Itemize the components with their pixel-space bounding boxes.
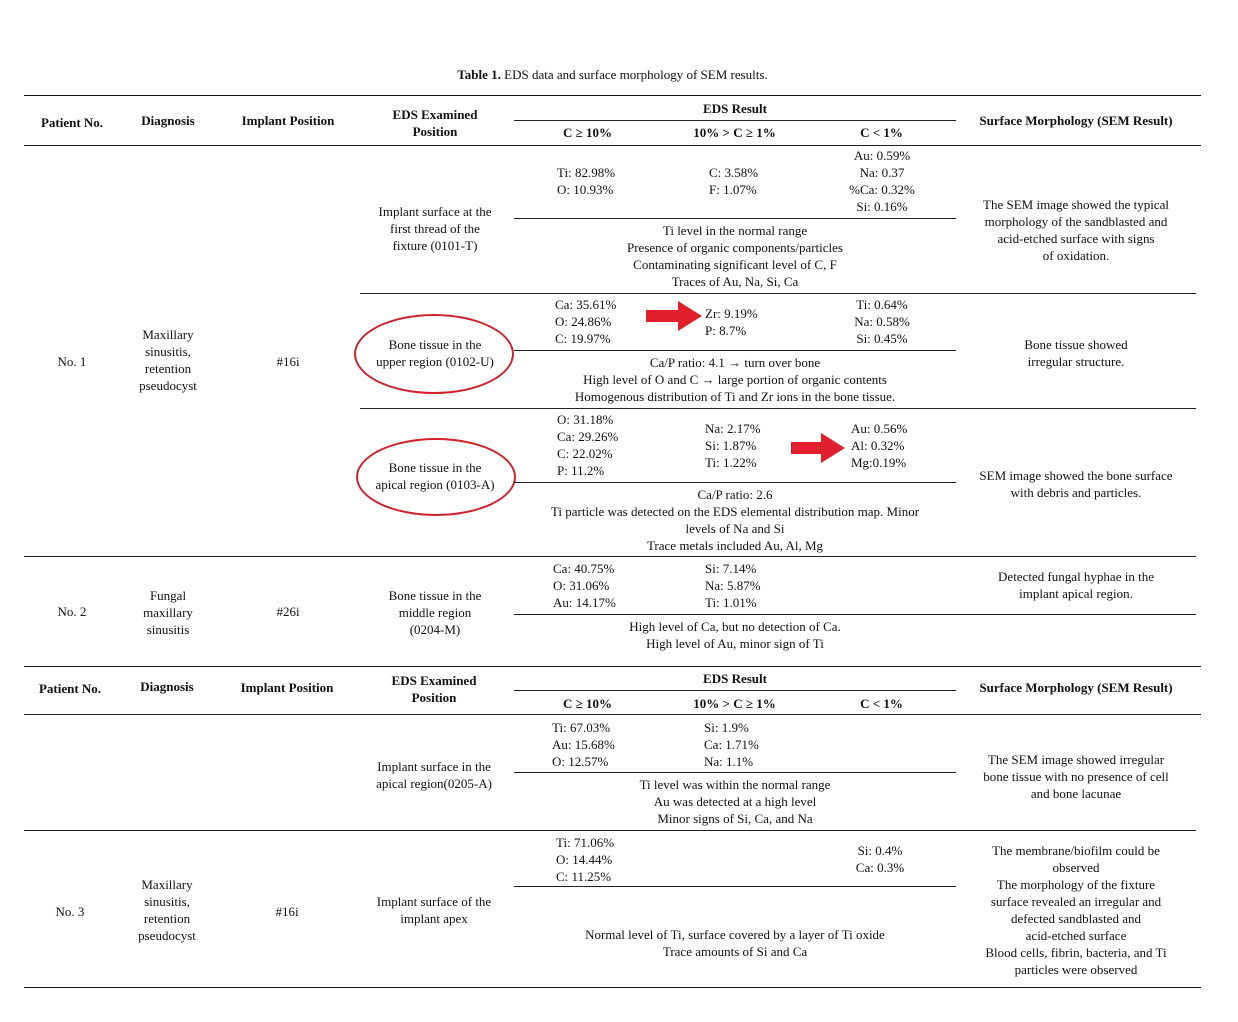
text-line: defected sandblasted and [1011, 911, 1141, 926]
header2-patient: Patient No. [38, 681, 102, 696]
text-line: Ti level in the normal range [662, 223, 808, 238]
text-line: Na: 0.58% [854, 314, 910, 329]
text-line: surface revealed an irregular and [990, 894, 1162, 909]
text-line: Implant surface in the [377, 759, 491, 774]
header-c-mid: 10% > C ≥ 1% [693, 125, 776, 140]
text-line: Position [412, 124, 458, 139]
patient1-no: No. 1 [57, 354, 87, 369]
patient2-implant: #26i [276, 604, 300, 619]
text-line: Si: 1.9% [704, 720, 749, 735]
text-line: Ti level was within the normal range [639, 777, 831, 792]
text-line: retention [144, 361, 192, 376]
header2-rule [24, 714, 1201, 715]
row-0101-position [360, 203, 510, 254]
text-line: of oxidation. [1042, 248, 1110, 263]
caption-text: EDS data and surface morphology of SEM results. [504, 67, 768, 82]
text-line: Presence of organic components/particles [627, 240, 843, 255]
header-eds-result: EDS Result [703, 101, 767, 116]
patient2-no: No. 2 [57, 604, 87, 619]
text-line: Na: 0.37 [859, 165, 905, 180]
text-line: EDS Examined [392, 107, 478, 122]
text-line: The membrane/biofilm could be [992, 843, 1160, 858]
text-line: Si: 0.45% [856, 331, 908, 346]
row-0204-subrule [514, 614, 1196, 615]
header2-c-low: C < 1% [860, 696, 903, 711]
row-0204-surface [958, 568, 1194, 602]
patient1-implant: #16i [276, 354, 300, 369]
text-line: Blood cells, fibrin, bacteria, and Ti [985, 945, 1167, 960]
row-0205-c-mid [704, 719, 759, 770]
header-implant: Implant Position [241, 113, 335, 128]
row-0103-c-low [851, 420, 907, 471]
row-0204-c-mid [705, 560, 761, 611]
text-line: Ca: 1.71% [704, 737, 759, 752]
text-line: Bone tissue showed [1024, 337, 1128, 352]
row-0101-bottom-rule [360, 293, 1196, 294]
row-0102-c-high [555, 296, 616, 347]
text-line: O: 31.06% [553, 578, 610, 593]
caption-label: Table 1. [457, 67, 501, 82]
text-line: bone tissue with no presence of cell [983, 769, 1169, 784]
text-line: pseudocyst [138, 928, 196, 943]
text-line: fixture (0101-T) [392, 238, 478, 253]
text-line: Ti: 0.64% [856, 297, 908, 312]
text-line: Ti: 71.06% [556, 835, 615, 850]
top-rule [24, 95, 1201, 96]
text-line: The morphology of the fixture [996, 877, 1156, 892]
text-line: sinusitis, [145, 344, 191, 359]
header2-c-high: C ≥ 10% [562, 696, 613, 711]
row-0101-subrule [514, 218, 956, 219]
row-0102-surface [958, 336, 1194, 370]
text-line: C: 11.25% [556, 869, 612, 884]
text-line: Si: 0.4% [857, 843, 903, 858]
text-line: middle region [398, 605, 472, 620]
text-line: C: 22.02% [557, 446, 613, 461]
row-0102-c-low [820, 296, 944, 347]
text-line: Traces of Au, Na, Si, Ca [671, 274, 799, 289]
text-line: and bone lacunae [1030, 786, 1122, 801]
text-line: Trace amounts of Si and Ca [662, 944, 808, 959]
text-line: observed [1052, 860, 1100, 875]
text-line: Au: 15.68% [552, 737, 615, 752]
header-c-low: C < 1% [860, 125, 903, 140]
header-c-high: C ≥ 10% [562, 125, 613, 140]
row-0102-bottom-rule [360, 408, 1196, 409]
row-0204-c-high [553, 560, 616, 611]
row-apex-subrule [514, 886, 956, 887]
row-0101-c-mid [709, 164, 758, 198]
text-line: Implant surface at the [378, 204, 492, 219]
annotation-arrow-al-icon [791, 433, 845, 463]
row-0103-position [360, 459, 510, 493]
text-line: Si: 1.87% [705, 438, 757, 453]
text-line: Al: 0.32% [851, 438, 905, 453]
text-line: Ca: 0.3% [855, 860, 905, 875]
row-apex-c-high [556, 834, 614, 885]
row-0103-subrule [514, 482, 956, 483]
row-0103-c-mid [705, 420, 761, 471]
text-line: O: 10.93% [557, 182, 614, 197]
text-line: irregular structure. [1027, 354, 1125, 369]
row-apex-position [359, 893, 509, 927]
text-line: pseudocyst [139, 378, 197, 393]
row-0103-c-high [557, 411, 618, 479]
text-line: %Ca: 0.32% [849, 182, 915, 197]
text-line: Na: 5.87% [705, 578, 761, 593]
text-line: particles were observed [1014, 962, 1138, 977]
text-line: Bone tissue in the [388, 337, 482, 352]
text-line: retention [143, 911, 191, 926]
header-rule [24, 145, 1201, 146]
row-0205-surface [958, 751, 1194, 802]
text-line: Ca/P ratio: 4.1 → turn over bone [649, 355, 821, 370]
header-diagnosis: Diagnosis [141, 113, 195, 128]
row-0102-position [360, 336, 510, 370]
header2-surface: Surface Morphology (SEM Result) [979, 680, 1173, 695]
header2-eds-result: EDS Result [703, 671, 767, 686]
text-line: Ti particle was detected on the EDS elemental distribution map. Minor [550, 504, 920, 519]
row-0102-notes [514, 354, 956, 405]
text-line: Na: 2.17% [705, 421, 761, 436]
text-line: High level of O and C → large portion of organic contents [583, 372, 887, 387]
text-line: O: 24.86% [555, 314, 612, 329]
text-line: Maxillary [142, 327, 194, 342]
text-line: Maxillary [141, 877, 193, 892]
text-line: Na: 1.1% [704, 754, 754, 769]
patient1-diagnosis [120, 326, 216, 394]
row-0103-surface [958, 467, 1194, 501]
patient3-implant: #16i [275, 904, 299, 919]
text-line: P: 8.7% [705, 323, 747, 338]
text-line: (0204-M) [409, 622, 461, 637]
row-apex-c-low [820, 842, 940, 876]
header2-diagnosis: Diagnosis [140, 679, 194, 694]
text-line: apical region(0205-A) [376, 776, 492, 791]
row-0205-notes [514, 776, 956, 827]
text-line: Position [411, 690, 457, 705]
header2-implant: Implant Position [240, 680, 334, 695]
patient1-bottom-rule [24, 556, 1196, 557]
row-0103-notes [514, 486, 956, 554]
row-0205-c-high [552, 719, 615, 770]
header2-top-rule [24, 666, 1201, 667]
text-line: Fungal [149, 588, 187, 603]
text-line: O: 14.44% [556, 852, 613, 867]
header2-eds-subrule [514, 690, 956, 691]
text-line: Ti: 67.03% [552, 720, 611, 735]
text-line: Implant surface of the [376, 894, 492, 909]
text-line: implant apex [400, 911, 468, 926]
text-line: Ti: 1.22% [705, 455, 757, 470]
text-line: O: 12.57% [552, 754, 609, 769]
row-0102-c-mid [705, 305, 758, 339]
header2-c-mid: 10% > C ≥ 1% [693, 696, 776, 711]
text-line: P: 11.2% [557, 463, 605, 478]
header-eds-position [360, 106, 510, 140]
text-line: upper region (0102-U) [376, 354, 494, 369]
row-apex-surface [958, 842, 1194, 978]
text-line: High level of Au, minor sign of Ti [646, 636, 824, 651]
text-line: C: 19.97% [555, 331, 611, 346]
text-line: Au: 0.59% [853, 148, 911, 163]
text-line: SEM image showed the bone surface [979, 468, 1173, 483]
text-line: acid-etched surface [1025, 928, 1127, 943]
text-line: Ti: 1.01% [705, 595, 757, 610]
text-line: Bone tissue in the [388, 588, 482, 603]
text-line: O: 31.18% [557, 412, 614, 427]
text-line: morphology of the sandblasted and [984, 214, 1168, 229]
annotation-arrow-zr-icon [646, 301, 702, 331]
table-caption [0, 66, 1225, 83]
row-0204-notes [514, 618, 956, 652]
row-0205-position [359, 758, 509, 792]
text-line: sinusitis, [144, 894, 190, 909]
text-line: Detected fungal hyphae in the [998, 569, 1154, 584]
text-line: Ca: 29.26% [557, 429, 619, 444]
text-line: implant apical region. [1019, 586, 1133, 601]
header-patient: Patient No. [40, 115, 104, 130]
text-line: sinusitis [146, 622, 190, 637]
text-line: levels of Na and Si [685, 521, 785, 536]
patient3-no: No. 3 [55, 904, 85, 919]
text-line: apical region (0103-A) [375, 477, 495, 492]
text-line: Contaminating significant level of C, F [633, 257, 837, 272]
text-line: The SEM image showed irregular [987, 752, 1165, 767]
text-line: Mg:0.19% [851, 455, 907, 470]
row-0205-bottom-rule [24, 830, 1196, 831]
patient3-diagnosis [119, 876, 215, 944]
text-line: maxillary [143, 605, 193, 620]
row-0102-subrule [514, 350, 956, 351]
patient2-diagnosis [120, 587, 216, 638]
text-line: Homogenous distribution of Ti and Zr ions in the bone tissue. [574, 389, 896, 404]
row-0101-c-high [557, 164, 615, 198]
text-line: Trace metals included Au, Al, Mg [646, 538, 824, 553]
text-line: Ca: 35.61% [555, 297, 617, 312]
header2-eds-position [359, 672, 509, 706]
row-0101-notes [514, 222, 956, 290]
eds-subrule [514, 120, 956, 121]
text-line: Ti: 82.98% [557, 165, 616, 180]
row-0205-subrule [514, 772, 956, 773]
text-line: Si: 0.16% [856, 199, 908, 214]
text-line: Normal level of Ti, surface covered by a layer of Ti oxide [585, 927, 885, 942]
text-line: Bone tissue in the [388, 460, 482, 475]
text-line: Au was detected at a high level [653, 794, 817, 809]
header-surface: Surface Morphology (SEM Result) [979, 113, 1173, 128]
text-line: Si: 7.14% [705, 561, 757, 576]
text-line: The SEM image showed the typical [983, 197, 1169, 212]
text-line: EDS Examined [391, 673, 477, 688]
row-0204-position [360, 587, 510, 638]
text-line: Ca/P ratio: 2.6 [697, 487, 773, 502]
row-0101-c-low [820, 147, 944, 215]
text-line: Minor signs of Si, Ca, and Na [657, 811, 813, 826]
text-line: Au: 0.56% [851, 421, 908, 436]
text-line: first thread of the [390, 221, 480, 236]
text-line: Zr: 9.19% [705, 306, 758, 321]
text-line: Au: 14.17% [553, 595, 616, 610]
text-line: with debris and particles. [1010, 485, 1142, 500]
bottom-rule [24, 987, 1201, 988]
text-line: Ca: 40.75% [553, 561, 615, 576]
text-line: C: 3.58% [709, 165, 759, 180]
text-line: High level of Ca, but no detection of Ca. [629, 619, 841, 634]
row-apex-notes [514, 926, 956, 960]
text-line: acid-etched surface with signs [997, 231, 1155, 246]
row-0101-surface [958, 196, 1194, 264]
text-line: F: 1.07% [709, 182, 757, 197]
